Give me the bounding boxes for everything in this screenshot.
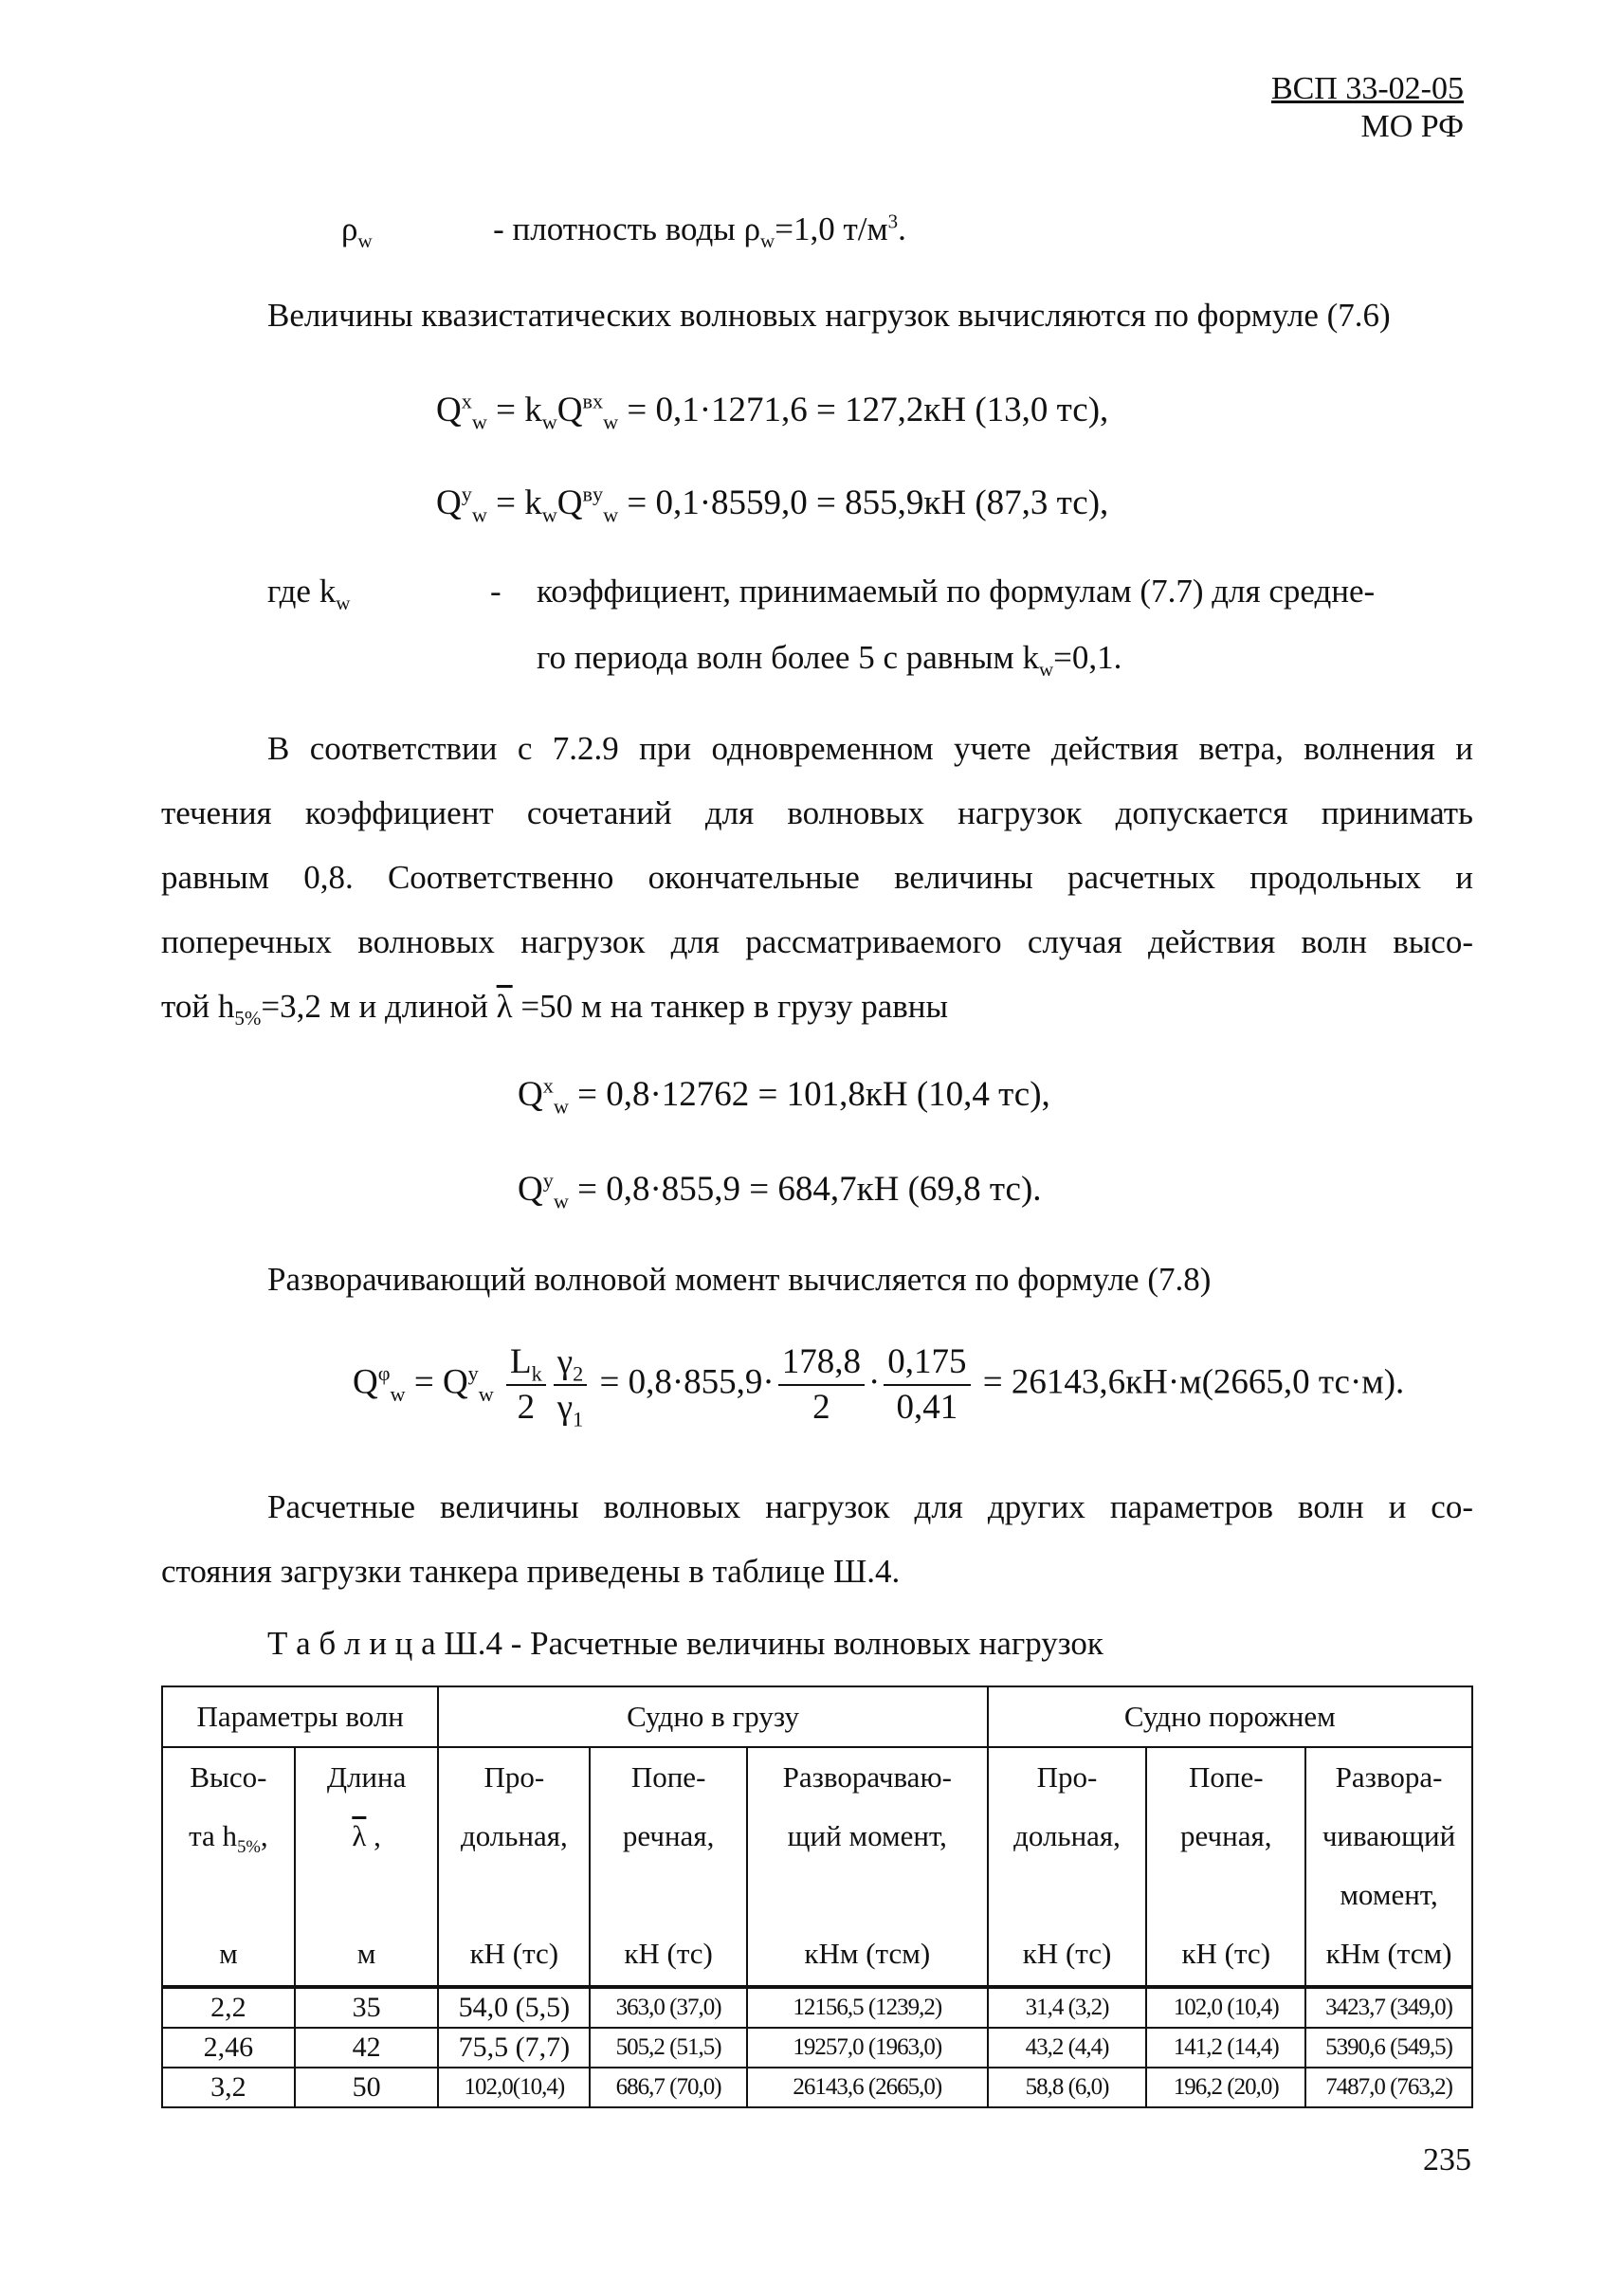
col-longitudinal-empty: Про- дольная, кН (тс) xyxy=(988,1747,1147,1987)
cell-length: 35 xyxy=(295,1987,439,2028)
table-column-header-row xyxy=(162,1747,1472,1987)
group-wave-params: Параметры волн xyxy=(162,1686,438,1747)
kw-definition-line2: го периода волн более 5 с равным $k_w=0,1$. xyxy=(537,639,1122,681)
cell-height: 2,2 xyxy=(162,1987,295,2028)
table-row xyxy=(162,2028,1472,2068)
table-caption: Т а б л и ц а Ш.4 - Расчетные величины волновых нагрузок xyxy=(267,1625,1103,1662)
cell-long-empty: 58,8 (6,0) xyxy=(988,2068,1147,2107)
cell-length: 50 xyxy=(295,2068,439,2107)
cell-height: 2,46 xyxy=(162,2028,295,2068)
paragraph-table-ref-line1: Расчетные величины волновых нагрузок для других параметров волн и со- xyxy=(267,1488,1473,1525)
cell-height: 3,2 xyxy=(162,2068,295,2107)
cell-length: 42 xyxy=(295,2028,439,2068)
paragraph-table-ref-line2: стояния загрузки танкера приведены в таблице Ш.4. xyxy=(161,1553,901,1590)
formula-qx-final: $Q^x_w = 0,8\cdot 12762 = 101,8кН$ (10,4 тс), xyxy=(518,1073,1050,1119)
cell-long-empty: 43,2 (4,4) xyxy=(988,2028,1147,2068)
table-row xyxy=(162,2068,1472,2107)
cell-moment-empty: 7487,0 (763,2) xyxy=(1305,2068,1472,2107)
group-vessel-loaded: Судно в грузу xyxy=(438,1686,987,1747)
paragraph-coefficient-line5: той $h_{5\%}=3,2$ м и длиной $\overline{\lambda} =50$ м на танкер в грузу равны xyxy=(161,988,949,1030)
wave-loads-table xyxy=(161,1686,1473,2108)
kw-definition-line1: коэффициент, принимаемый по формулам (7.7) для средне- xyxy=(537,573,1376,610)
col-longitudinal-loaded: Про- дольная, кН (тс) xyxy=(438,1747,590,1987)
cell-trans-empty: 196,2 (20,0) xyxy=(1146,2068,1305,2107)
cell-moment-empty: 3423,7 (349,0) xyxy=(1305,1987,1472,2028)
cell-trans-loaded: 505,2 (51,5) xyxy=(590,2028,747,2068)
fraction-0175-over-041: $\frac{0,175}{0,41}$ xyxy=(884,1340,970,1430)
fraction-gamma2-over-gamma1: $\frac{\gamma_2}{\gamma_1}$ xyxy=(554,1340,587,1430)
kw-definition-dash: - xyxy=(490,573,501,610)
formula-turning-moment: $Q^\varphi_w = Q^y_w$ $\frac{L_k}{2}$ $\frac{\gamma_2}{\gamma_1}$ = 0,8·855,9· $\frac{178,8}{2}$ · $\frac{0,175}{0,41}$ = 26143,6кН·м(2665,0 тс·м). xyxy=(353,1342,1405,1431)
cell-long-loaded: 102,0(10,4) xyxy=(438,2068,590,2107)
group-vessel-empty: Судно порожнем xyxy=(988,1686,1472,1747)
fraction-178-over-2: $\frac{178,8}{2}$ xyxy=(778,1340,865,1430)
fraction-lk-over-2: $\frac{L_k}{2}$ xyxy=(506,1340,546,1430)
col-wave-height: Высо- та $h_{5\%}$, м xyxy=(162,1747,295,1987)
cell-trans-empty: 141,2 (14,4) xyxy=(1146,2028,1305,2068)
formula-qx: $Q^x_w = k_wQ^{вх}_w = 0,1\cdot 1271,6 = 127,2кН$ (13,0 тс), xyxy=(436,389,1109,434)
paragraph-coefficient-line1: В соответствии с 7.2.9 при одновременном учете действия ветра, волнения и xyxy=(267,730,1473,767)
col-transverse-loaded: Попе- речная, кН (тс) xyxy=(590,1747,747,1987)
paragraph-formula-intro: Величины квазистатических волновых нагрузок вычисляются по формуле (7.6) xyxy=(267,297,1391,334)
paragraph-moment-intro: Разворачивающий волновой момент вычисляется по формуле (7.8) xyxy=(267,1261,1212,1298)
organization: МО РФ xyxy=(1360,109,1464,144)
cell-long-loaded: 75,5 (7,7) xyxy=(438,2028,590,2068)
paragraph-coefficient-line2: течения коэффициент сочетаний для волновых нагрузок допускается принимать xyxy=(161,794,1473,831)
col-turning-moment-loaded: Разворачваю- щий момент, кНм (тсм) xyxy=(747,1747,988,1987)
cell-trans-loaded: 363,0 (37,0) xyxy=(590,1987,747,2028)
kw-definition-term: где $k_w$ xyxy=(267,573,351,614)
paragraph-coefficient-line4: поперечных волновых нагрузок для рассматриваемого случая действия волн высо- xyxy=(161,923,1473,960)
cell-moment-loaded: 19257,0 (1963,0) xyxy=(747,2028,988,2068)
cell-moment-empty: 5390,6 (549,5) xyxy=(1305,2028,1472,2068)
density-definition: $\rho_w$ - плотность воды $\rho_w=1,0$ $т/м^3$. xyxy=(341,210,906,252)
table-row xyxy=(162,1987,1472,2028)
cell-long-empty: 31,4 (3,2) xyxy=(988,1987,1147,2028)
page-number: 235 xyxy=(1423,2142,1471,2178)
document-code: ВСП 33-02-05 xyxy=(1270,71,1464,106)
formula-qy-final: $Q^y_w = 0,8\cdot 855,9 = 684,7кН$ (69,8 тс). xyxy=(518,1168,1042,1213)
paragraph-coefficient-line3: равным 0,8. Соответственно окончательные величины расчетных продольных и xyxy=(161,859,1473,896)
table-group-header-row xyxy=(162,1686,1472,1747)
col-transverse-empty: Попе- речная, кН (тс) xyxy=(1146,1747,1305,1987)
formula-qy: $Q^y_w = k_wQ^{вy}_w = 0,1\cdot 8559,0 = 855,9кН$ (87,3 тс), xyxy=(436,482,1109,527)
cell-moment-loaded: 12156,5 (1239,2) xyxy=(747,1987,988,2028)
cell-trans-loaded: 686,7 (70,0) xyxy=(590,2068,747,2107)
cell-moment-loaded: 26143,6 (2665,0) xyxy=(747,2068,988,2107)
cell-long-loaded: 54,0 (5,5) xyxy=(438,1987,590,2028)
cell-trans-empty: 102,0 (10,4) xyxy=(1146,1987,1305,2028)
col-wave-length: Длина $\overline{\lambda}$ , м xyxy=(295,1747,439,1987)
col-turning-moment-empty: Развора- чивающий момент, кНм (тсм) xyxy=(1305,1747,1472,1987)
